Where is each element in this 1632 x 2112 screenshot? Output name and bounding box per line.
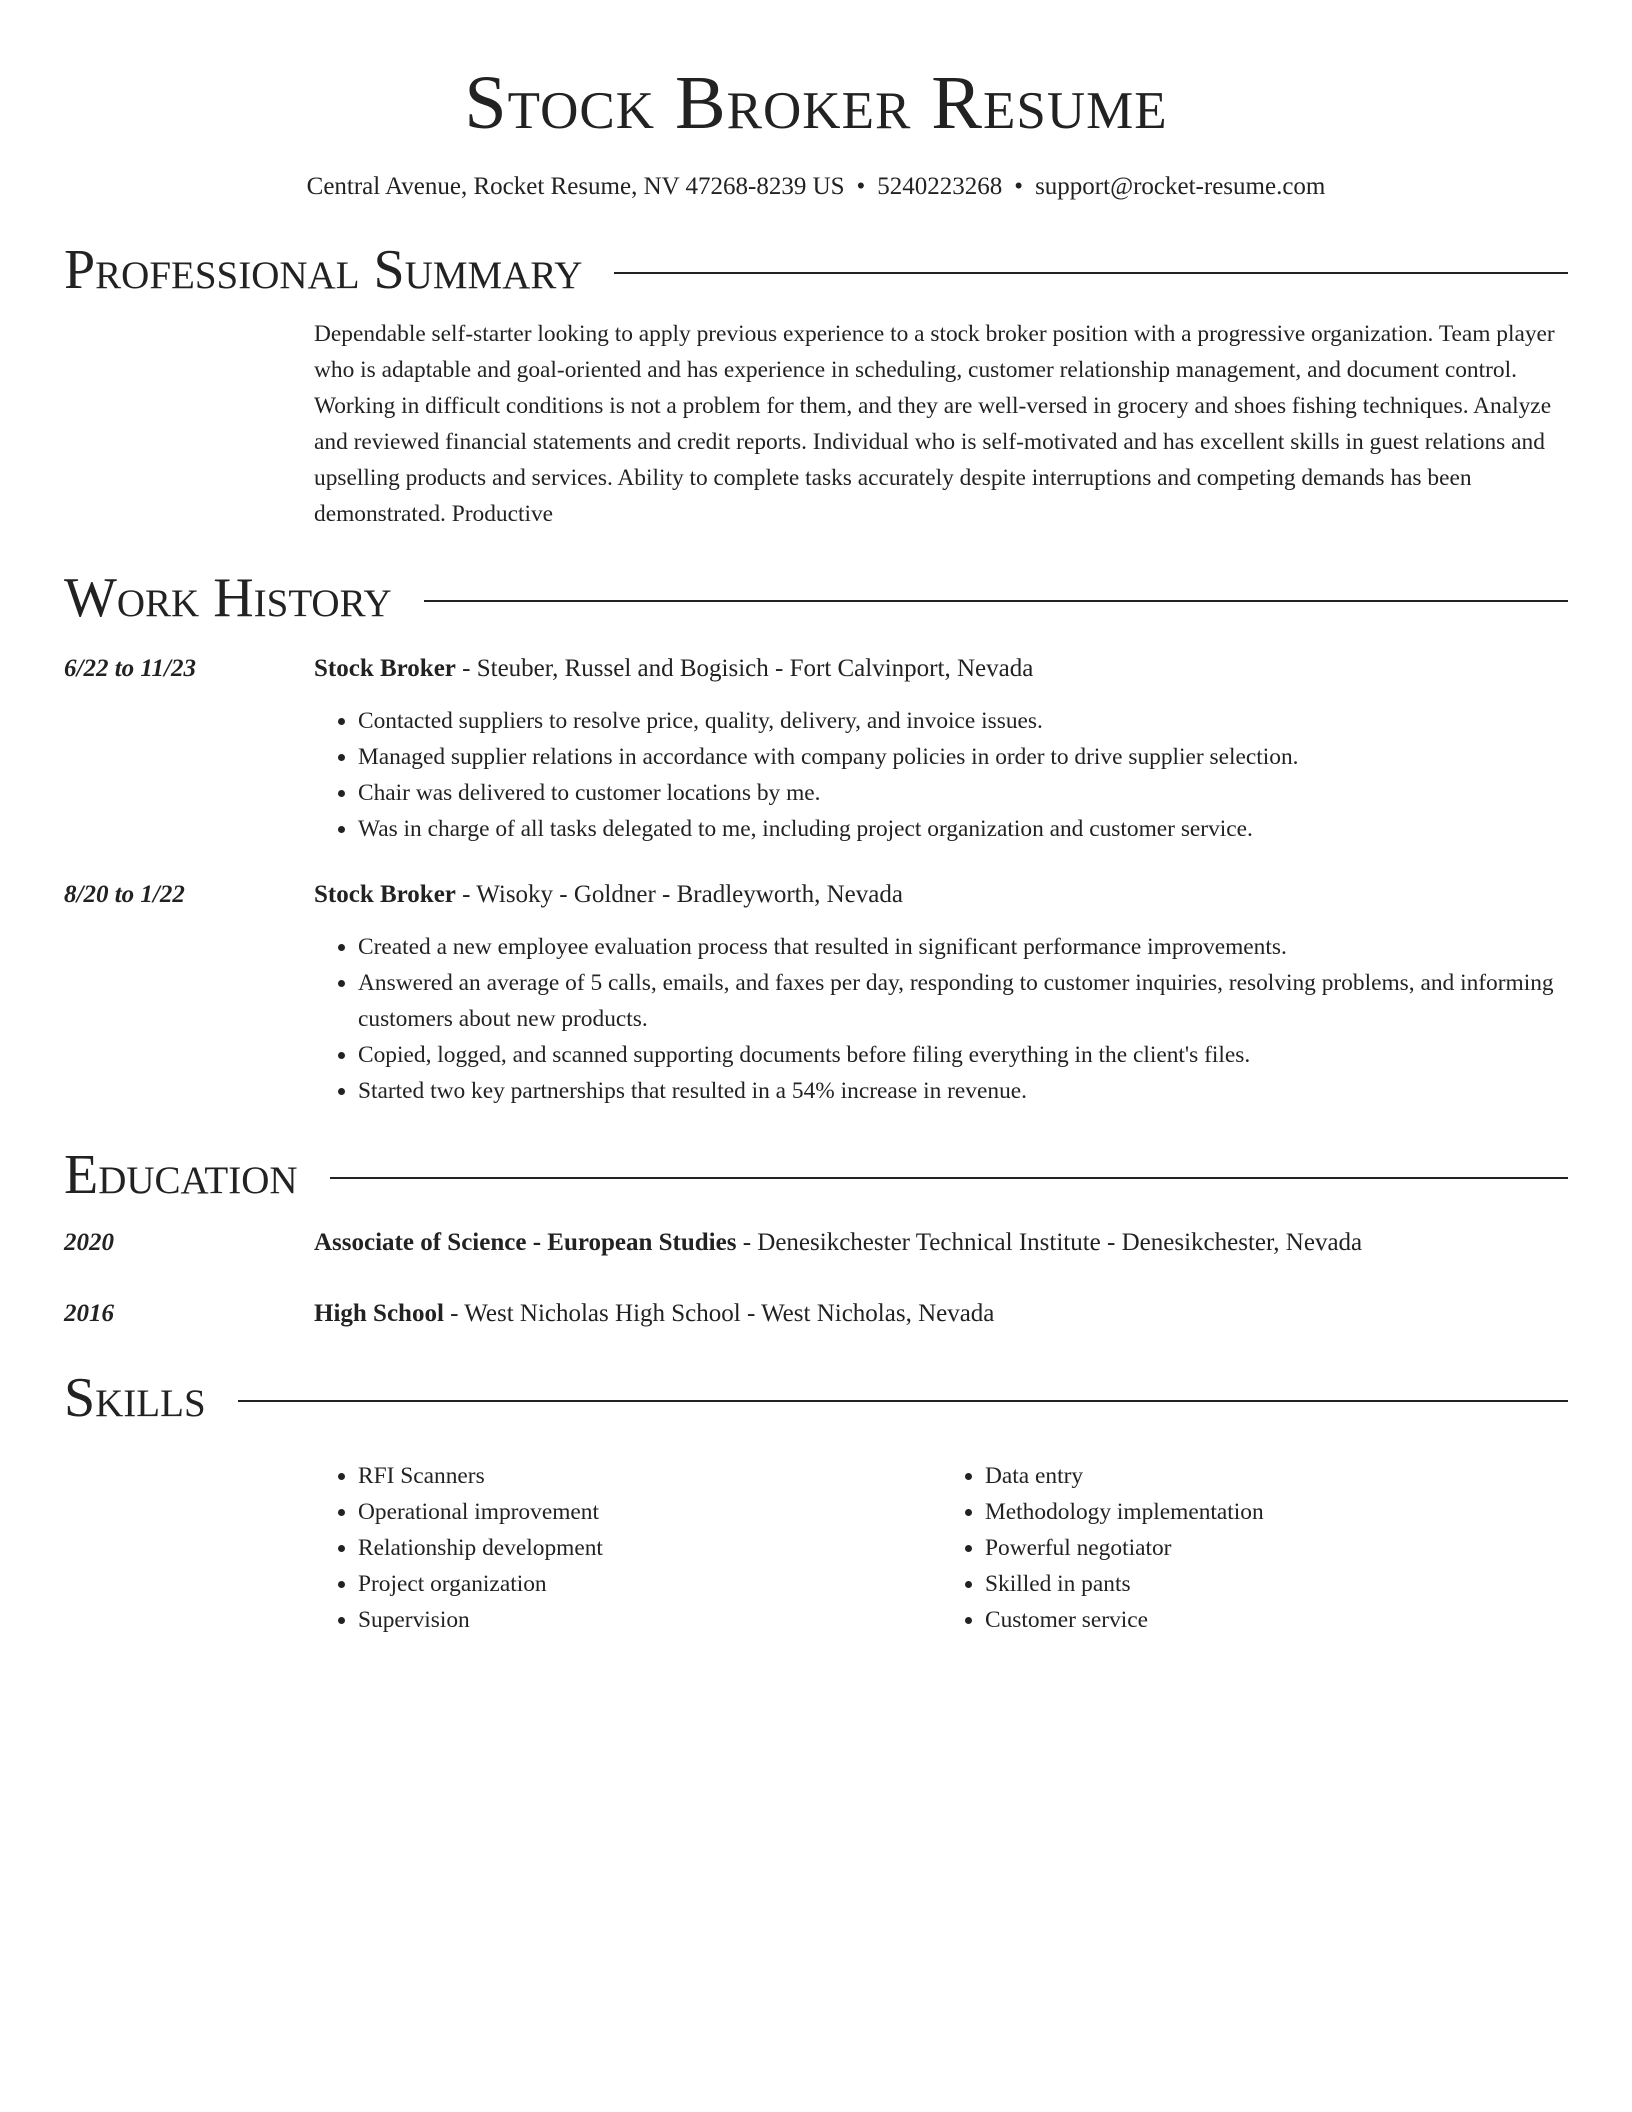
education-heading xyxy=(314,1296,1568,1332)
work-section-title: Work History xyxy=(64,567,392,630)
skills-list-right xyxy=(941,1458,1568,1638)
education-year: 2020 xyxy=(64,1229,114,1257)
job-title: Stock Broker xyxy=(314,880,456,908)
education-details: - West Nicholas High School - West Nicholas, Nevada xyxy=(443,1300,995,1328)
job-dates: 6/22 to 11/23 xyxy=(64,654,196,682)
job-bullets xyxy=(314,929,1568,1109)
summary-section-title: Professional Summary xyxy=(64,238,583,301)
education-details: - Denesikchester Technical Institute - Denesikchester, Nevada xyxy=(736,1229,1363,1257)
skill-item: • RFI Scanners xyxy=(358,1458,941,1494)
skill-item: • Relationship development xyxy=(358,1530,941,1566)
skills-section-header xyxy=(64,1366,1568,1430)
skills-columns xyxy=(314,1458,1568,1638)
job-bullet: • Created a new employee evaluation process that resulted in significant performance improvements. xyxy=(358,929,1568,965)
job-bullets xyxy=(314,703,1568,847)
education-heading xyxy=(314,1225,1568,1261)
work-section-header xyxy=(64,566,1568,630)
job-bullet: • Managed supplier relations in accordance with company policies in order to drive supplier selection. xyxy=(358,739,1568,775)
section-divider xyxy=(424,600,1568,602)
summary-section-header xyxy=(64,238,1568,302)
section-divider xyxy=(614,272,1568,274)
contact-email: support@rocket-resume.com xyxy=(1035,173,1326,201)
job-heading xyxy=(314,651,1568,687)
job-content xyxy=(314,651,1568,847)
skills-list-left xyxy=(314,1458,941,1638)
job-dates: 8/20 to 1/22 xyxy=(64,880,185,908)
contact-line xyxy=(64,171,1568,204)
skill-item: • Skilled in pants xyxy=(985,1566,1568,1602)
job-bullet: • Chair was delivered to customer locations by me. xyxy=(358,775,1568,811)
job-content xyxy=(314,877,1568,1109)
skill-item: • Supervision xyxy=(358,1602,941,1638)
education-degree: Associate of Science - European Studies xyxy=(314,1229,737,1257)
job-bullet: • Copied, logged, and scanned supporting documents before filing everything in the client's files. xyxy=(358,1037,1568,1073)
education-entry xyxy=(64,1296,1568,1332)
contact-phone: 5240223268 xyxy=(877,173,1003,201)
skill-item: • Operational improvement xyxy=(358,1494,941,1530)
skill-item: • Powerful negotiator xyxy=(985,1530,1568,1566)
skill-item: • Data entry xyxy=(985,1458,1568,1494)
education-degree: High School xyxy=(314,1300,444,1328)
job-entry xyxy=(64,651,1568,847)
education-entry xyxy=(64,1225,1568,1261)
job-bullet: • Started two key partnerships that resulted in a 54% increase in revenue. xyxy=(358,1073,1568,1109)
skill-item: • Customer service xyxy=(985,1602,1568,1638)
education-section-header xyxy=(64,1143,1568,1207)
skill-item: • Methodology implementation xyxy=(985,1494,1568,1530)
resume-page xyxy=(64,0,1568,1638)
section-divider xyxy=(238,1400,1568,1402)
job-details: - Wisoky - Goldner - Bradleyworth, Nevada xyxy=(455,880,903,908)
resume-name: Stock Broker Resume xyxy=(464,61,1168,145)
job-details: - Steuber, Russel and Bogisich - Fort Calvinport, Nevada xyxy=(455,654,1034,682)
job-bullet: • Was in charge of all tasks delegated to me, including project organization and customer service. xyxy=(358,811,1568,847)
skills-section-title: Skills xyxy=(64,1367,206,1430)
education-section-title: Education xyxy=(64,1143,298,1206)
contact-separator: • xyxy=(1014,173,1024,201)
job-entry xyxy=(64,877,1568,1109)
skill-item: • Project organization xyxy=(358,1566,941,1602)
section-divider xyxy=(330,1177,1568,1179)
education-year: 2016 xyxy=(64,1300,114,1328)
job-bullet: • Contacted suppliers to resolve price, quality, delivery, and invoice issues. xyxy=(358,703,1568,739)
summary-text: Dependable self-starter looking to apply previous experience to a stock broker position with a progressive organization. Team player who is adaptable and goal-oriented and has experience in scheduling, customer relationship management, and document control. Working in difficult conditions is not a problem for them, and they are well-versed in grocery and shoes fishing techniques. Analyze and reviewed financial statements and credit reports. Individual who is self-motivated and has excellent skills in guest relations and upselling products and services. Ability to complete tasks accurately despite interruptions and competing demands has been demonstrated. Productive xyxy=(314,321,1555,528)
job-bullet: • Answered an average of 5 calls, emails, and faxes per day, responding to customer inquiries, resolving problems, and informing customers about new products. xyxy=(358,965,1568,1037)
contact-address: Central Avenue, Rocket Resume, NV 47268-8239 US xyxy=(306,173,845,201)
job-title: Stock Broker xyxy=(314,654,456,682)
contact-separator: • xyxy=(856,173,866,201)
job-heading xyxy=(314,877,1568,913)
